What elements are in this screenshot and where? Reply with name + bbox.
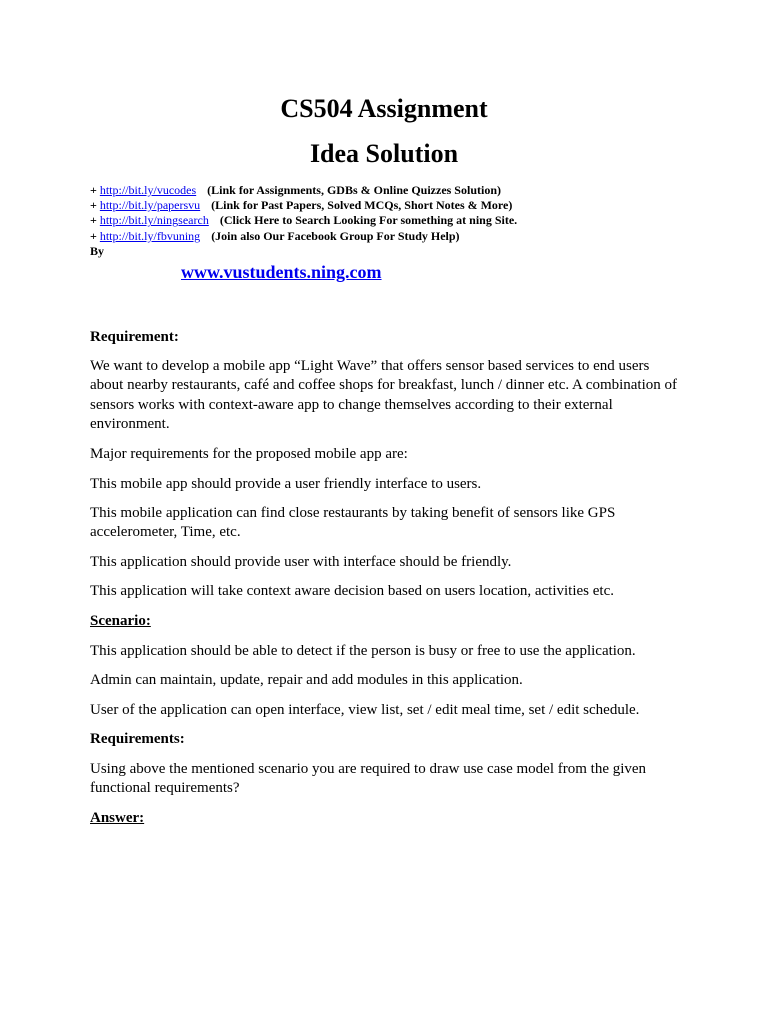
- answer-heading: Answer:: [90, 810, 145, 826]
- requirement-heading: Requirement:: [90, 329, 179, 345]
- question-paragraph: Using above the mentioned scenario you are required to draw use case model from the given functional requirements?: [90, 761, 647, 797]
- link-line-ningsearch: [90, 213, 730, 228]
- resource-links: [90, 183, 730, 259]
- link-prefix: +: [90, 183, 97, 197]
- scenario-heading: Scenario:: [90, 613, 151, 629]
- requirement-item: This application should provide user with interface should be friendly.: [90, 554, 512, 570]
- by-label: By: [90, 243, 105, 258]
- requirement-item: This mobile application can find close restaurants by taking benefit of sensors like GPS accelerometer, Time, etc.: [90, 505, 616, 541]
- major-requirements-text: Major requirements for the proposed mobile app are:: [90, 446, 408, 462]
- document-title: CS504 Assignment: [280, 94, 488, 123]
- requirements-heading: Requirements:: [90, 731, 185, 747]
- link-prefix: +: [90, 228, 97, 243]
- vustudents-site-link[interactable]: www.vustudents.ning.com: [181, 262, 382, 282]
- scenario-item: This application should be able to detect if the person is busy or free to use the application.: [90, 643, 636, 659]
- requirement-item: This application will take context aware decision based on users location, activities etc.: [90, 583, 614, 599]
- link-description: (Join also Our Facebook Group For Study Help): [211, 228, 460, 243]
- requirement-item: This mobile app should provide a user friendly interface to users.: [90, 476, 482, 492]
- link-prefix: +: [90, 198, 97, 213]
- fbvuning-link[interactable]: http://bit.ly/fbvuning: [99, 228, 201, 243]
- vucodes-link[interactable]: http://bit.ly/vucodes: [99, 183, 197, 197]
- link-description: (Link for Assignments, GDBs & Online Quizzes Solution): [207, 183, 501, 197]
- link-line-papersvu: [90, 198, 730, 213]
- link-line-vucodes: [90, 183, 730, 198]
- intro-paragraph: We want to develop a mobile app “Light Wave” that offers sensor based services to end users about nearby restaurants, café and coffee shops for breakfast, lunch / dinner etc. A combination of sensors works with context-aware app to change themselves according to their external environment.: [90, 358, 678, 432]
- document-subtitle: Idea Solution: [309, 139, 459, 168]
- scenario-item: Admin can maintain, update, repair and add modules in this application.: [90, 672, 523, 688]
- scenario-item: User of the application can open interface, view list, set / edit meal time, set / edit schedule.: [90, 702, 640, 718]
- link-line-fbvuning: [90, 229, 730, 244]
- link-description: (Click Here to Search Looking For something at ning Site.: [219, 213, 518, 228]
- link-description: (Link for Past Papers, Solved MCQs, Short Notes & More): [211, 198, 513, 213]
- ningsearch-link[interactable]: http://bit.ly/ningsearch: [99, 213, 209, 228]
- link-prefix: +: [90, 213, 97, 228]
- papersvu-link[interactable]: http://bit.ly/papersvu: [99, 198, 201, 213]
